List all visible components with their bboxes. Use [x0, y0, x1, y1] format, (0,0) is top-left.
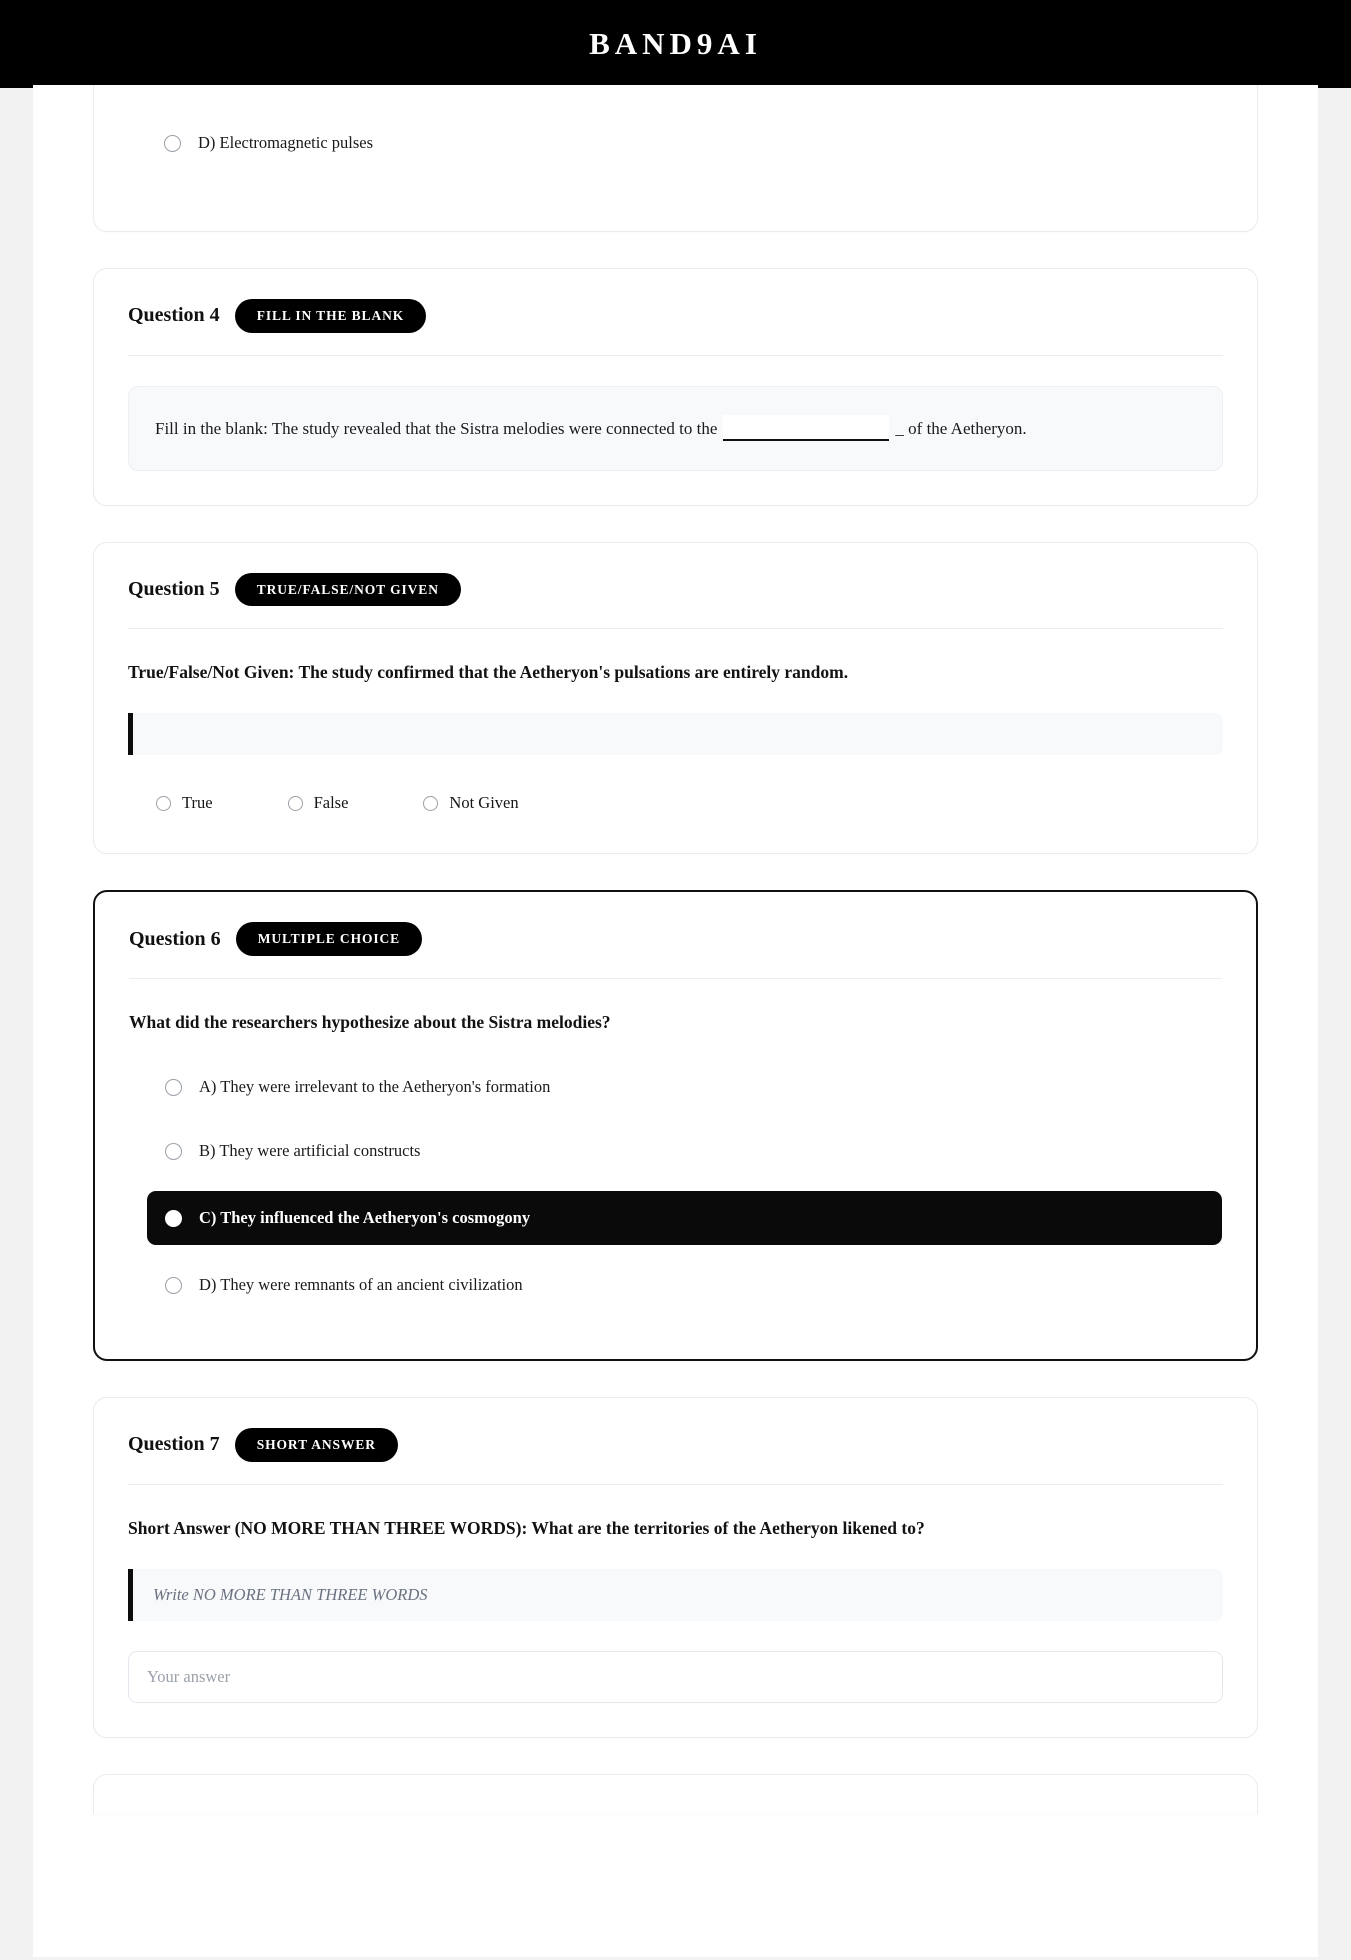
option-label: Not Given: [449, 793, 519, 813]
previous-options: [128, 85, 1223, 197]
option-true[interactable]: [156, 793, 213, 813]
option-d-previous[interactable]: [146, 119, 1223, 167]
question-5-note-bar: [128, 713, 1223, 755]
option-d[interactable]: [147, 1261, 1222, 1309]
question-card-next-top: [93, 1774, 1258, 1814]
radio-icon[interactable]: [288, 796, 303, 811]
option-label: C) They influenced the Aetheryon's cosmogony: [199, 1208, 531, 1228]
option-a[interactable]: [147, 1063, 1222, 1111]
option-label: False: [313, 793, 349, 813]
sentence-after-blank: _ of the Aetheryon.: [895, 418, 1027, 438]
radio-icon[interactable]: [423, 796, 438, 811]
question-number: Question 4: [128, 304, 220, 327]
question-number: Question 6: [129, 927, 221, 950]
blank-input[interactable]: [723, 415, 889, 441]
question-number: Question 7: [128, 1433, 220, 1456]
question-card-7: [93, 1397, 1258, 1738]
option-label: D) Electromagnetic pulses: [198, 133, 374, 152]
question-type-badge: SHORT ANSWER: [235, 1428, 398, 1462]
divider: [128, 1484, 1223, 1485]
sentence-before-blank: Fill in the blank: The study revealed that the Sistra melodies were connected to the: [155, 418, 718, 438]
radio-icon[interactable]: [156, 796, 171, 811]
radio-icon-selected[interactable]: [165, 1210, 182, 1227]
brand-logo: BAND9AI: [589, 26, 762, 61]
option-label: A) They were irrelevant to the Aetheryon's formation: [199, 1077, 551, 1097]
divider: [128, 355, 1223, 356]
fill-in-blank-panel: [128, 386, 1223, 471]
option-false[interactable]: [288, 793, 349, 813]
question-list: [93, 85, 1258, 1814]
option-label: B) They were artificial constructs: [199, 1141, 421, 1161]
question-7-header: [128, 1428, 1223, 1484]
question-prompt: Short Answer (NO MORE THAN THREE WORDS): What are the territories of the Aetheryon likened to?: [128, 1517, 925, 1538]
option-b[interactable]: [147, 1127, 1222, 1175]
divider: [128, 628, 1223, 629]
exam-page: [33, 85, 1318, 1957]
multiple-choice-options: [129, 1063, 1222, 1309]
radio-icon[interactable]: [164, 135, 181, 152]
radio-icon[interactable]: [165, 1143, 182, 1160]
question-prompt: What did the researchers hypothesize about the Sistra melodies?: [129, 1011, 611, 1032]
question-card-previous-tail: [93, 85, 1258, 232]
question-card-4: [93, 268, 1258, 506]
question-type-badge: TRUE/FALSE/NOT GIVEN: [235, 573, 461, 607]
question-prompt: True/False/Not Given: The study confirmed that the Aetheryon's pulsations are entirely random.: [128, 662, 849, 683]
divider: [129, 978, 1222, 979]
question-type-badge: MULTIPLE CHOICE: [236, 922, 422, 956]
question-card-5: [93, 542, 1258, 855]
option-label: True: [182, 793, 213, 813]
radio-icon[interactable]: [165, 1079, 182, 1096]
question-5-header: [128, 573, 1223, 629]
true-false-options: [128, 789, 1223, 819]
app-header: [0, 0, 1351, 88]
option-c-selected[interactable]: [147, 1191, 1222, 1245]
question-type-badge: FILL IN THE BLANK: [235, 299, 426, 333]
hint-text: Write NO MORE THAN THREE WORDS: [153, 1584, 428, 1604]
option-label: D) They were remnants of an ancient civilization: [199, 1275, 523, 1295]
question-4-header: [128, 299, 1223, 355]
short-answer-input[interactable]: [128, 1651, 1223, 1703]
word-limit-hint-bar: [128, 1569, 1223, 1621]
question-card-6: [93, 890, 1258, 1361]
question-number: Question 5: [128, 577, 220, 600]
option-not-given[interactable]: [423, 793, 518, 813]
question-6-header: [129, 922, 1222, 978]
radio-icon[interactable]: [165, 1277, 182, 1294]
